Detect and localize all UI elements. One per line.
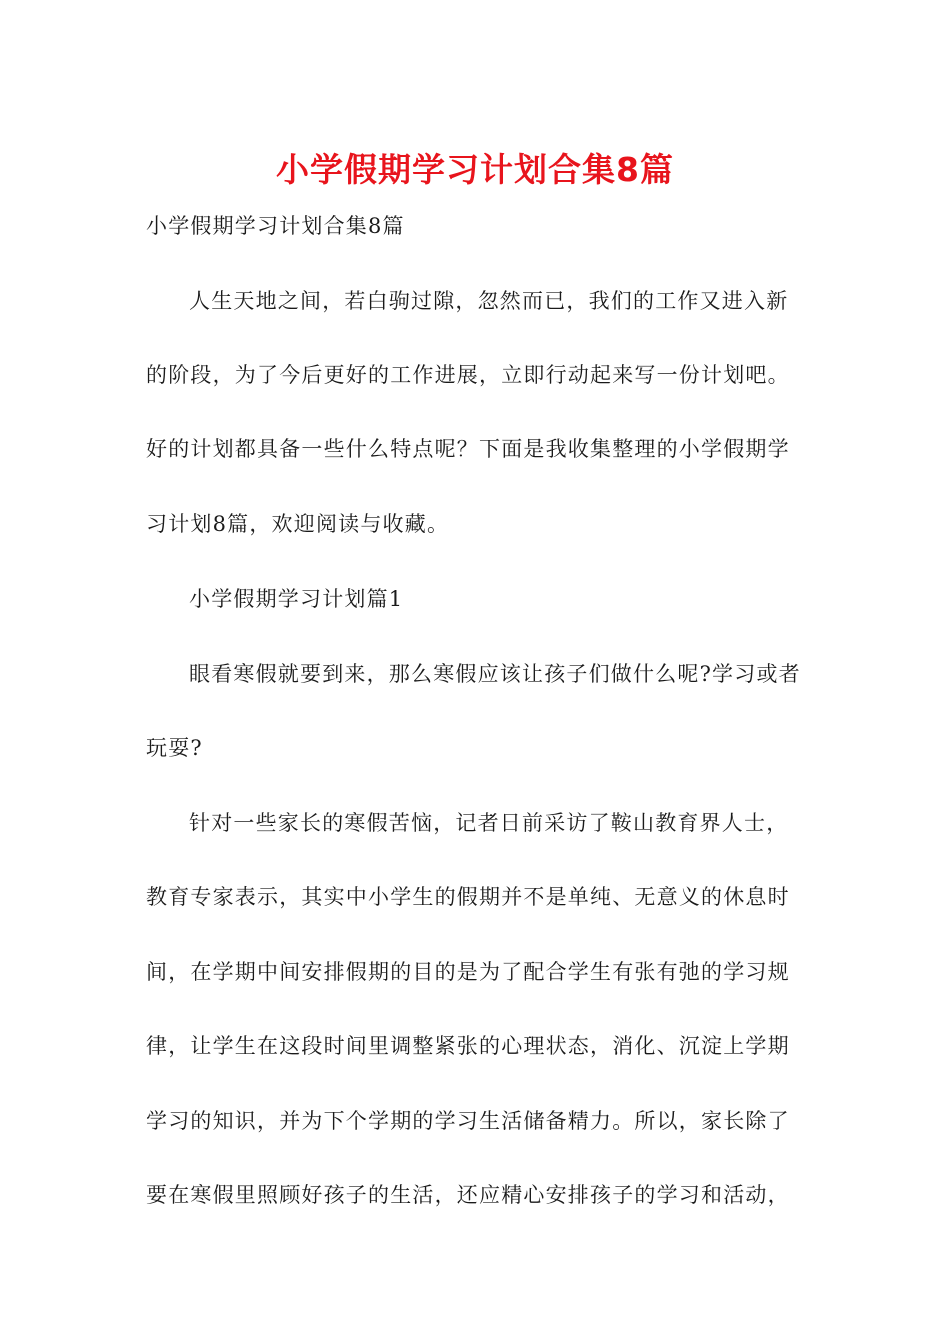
- paragraph-line: 的阶段，为了今后更好的工作进展，立即行动起来写一份计划吧。: [146, 363, 790, 387]
- document-title: 小学假期学习计划合集8篇: [276, 150, 674, 189]
- paragraph-line: 习计划8篇，欢迎阅读与收藏。: [146, 512, 450, 536]
- paragraph-line: 眼看寒假就要到来，那么寒假应该让孩子们做什么呢?学习或者: [189, 662, 801, 686]
- paragraph-line: 教育专家表示，其实中小学生的假期并不是单纯、无意义的休息时: [146, 885, 790, 909]
- paragraph-line: 要在寒假里照顾好孩子的生活，还应精心安排孩子的学习和活动，: [146, 1183, 790, 1207]
- paragraph-line: 间，在学期中间安排假期的目的是为了配合学生有张有弛的学习规: [146, 960, 790, 984]
- paragraph-line: 律，让学生在这段时间里调整紧张的心理状态，消化、沉淀上学期: [146, 1034, 790, 1058]
- subtitle-line: 小学假期学习计划合集8篇: [146, 214, 405, 238]
- paragraph-line: 玩耍?: [146, 736, 203, 760]
- paragraph-line: 人生天地之间，若白驹过隙，忽然而已，我们的工作又进入新: [189, 289, 789, 313]
- paragraph-line: 针对一些家长的寒假苦恼，记者日前采访了鞍山教育界人士，: [189, 811, 789, 835]
- paragraph-line: 好的计划都具备一些什么特点呢？下面是我收集整理的小学假期学: [146, 437, 790, 461]
- paragraph-line: 学习的知识，并为下个学期的学习生活储备精力。所以，家长除了: [146, 1109, 790, 1133]
- section-heading: 小学假期学习计划篇1: [189, 587, 404, 611]
